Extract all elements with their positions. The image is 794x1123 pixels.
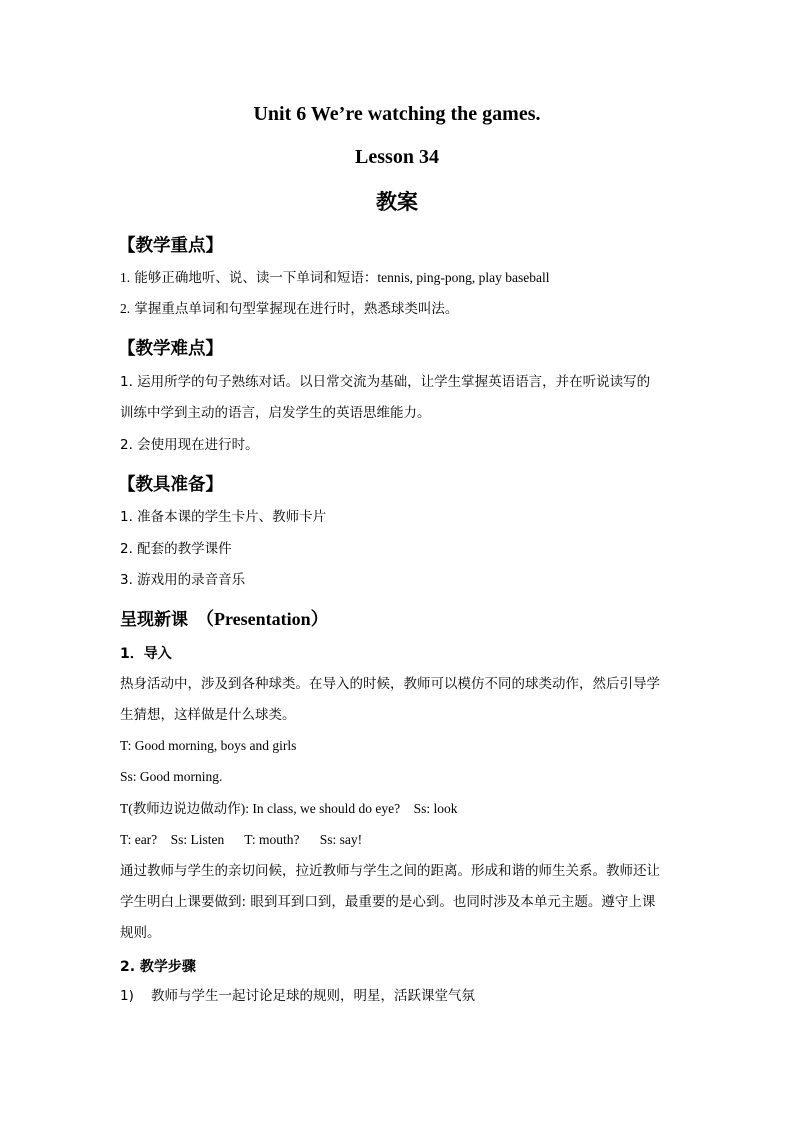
dialog-line-3: T(教师边说边做动作): In class, we should do eye? Ss: look bbox=[120, 801, 458, 816]
presentation-heading-en: （Presentation） bbox=[205, 609, 329, 629]
materials-item-2: 2. 配套的教学课件 bbox=[120, 541, 232, 557]
key-point-2-number: 2. bbox=[120, 301, 131, 316]
key-point-1-text: 能够正确地听、说、读一下单词和短语： bbox=[134, 270, 378, 286]
intro-label: 1．导入 bbox=[120, 646, 172, 662]
presentation-heading-cn: 呈现新课 bbox=[120, 610, 205, 630]
key-point-2-text: 掌握重点单词和句型掌握现在进行时，熟悉球类叫法。 bbox=[134, 301, 459, 317]
intro-paragraph-line-2: 生猜想，这样做是什么球类。 bbox=[120, 707, 296, 723]
steps-label: 2. 教学步骤 bbox=[120, 959, 196, 975]
key-point-item-1 bbox=[120, 268, 680, 288]
key-point-item-2 bbox=[120, 299, 680, 319]
difficulty-item-1-line-2: 训练中学到主动的语言，启发学生的英语思维能力。 bbox=[120, 405, 431, 421]
materials-heading: 【教具准备】 bbox=[118, 475, 223, 495]
materials-item-1: 1. 准备本课的学生卡片、教师卡片 bbox=[120, 509, 327, 525]
unit-title: Unit 6 We’re watching the games. bbox=[253, 103, 541, 125]
dialog-line-1: T: Good morning, boys and girls bbox=[120, 738, 297, 753]
doc-type-title: 教案 bbox=[376, 190, 418, 214]
key-points-heading: 【教学重点】 bbox=[118, 236, 223, 256]
lesson-title: Lesson 34 bbox=[355, 146, 439, 168]
difficulty-item-1-line-1: 1. 运用所学的句子熟练对话。以日常交流为基础，让学生掌握英语语言，并在听说读写的 bbox=[120, 374, 651, 390]
presentation-heading bbox=[120, 605, 329, 631]
materials-item-3: 3. 游戏用的录音音乐 bbox=[120, 572, 246, 588]
intro-summary-line-3: 规则。 bbox=[120, 925, 161, 941]
intro-summary-line-2: 学生明白上课要做到: 眼到耳到口到，最重要的是心到。也同时涉及本单元主题。遵守上课 bbox=[120, 894, 656, 910]
key-point-1-number: 1. bbox=[120, 270, 131, 285]
intro-paragraph-line-1: 热身活动中，涉及到各种球类。在导入的时候，教师可以模仿不同的球类动作，然后引导学 bbox=[120, 676, 660, 692]
steps-item-1: 1) 教师与学生一起讨论足球的规则，明星，活跃课堂气氛 bbox=[120, 988, 476, 1004]
dialog-line-2: Ss: Good morning. bbox=[120, 769, 223, 784]
dialog-line-4: T: ear? Ss: Listen T: mouth? Ss: say! bbox=[120, 832, 363, 847]
intro-summary-line-1: 通过教师与学生的亲切问候，拉近教师与学生之间的距离。形成和谐的师生关系。教师还让 bbox=[120, 863, 660, 879]
key-point-1-english: tennis, ping-pong, play baseball bbox=[377, 270, 550, 285]
difficulty-item-2: 2. 会使用现在进行时。 bbox=[120, 437, 259, 453]
difficulties-heading: 【教学难点】 bbox=[118, 339, 223, 359]
